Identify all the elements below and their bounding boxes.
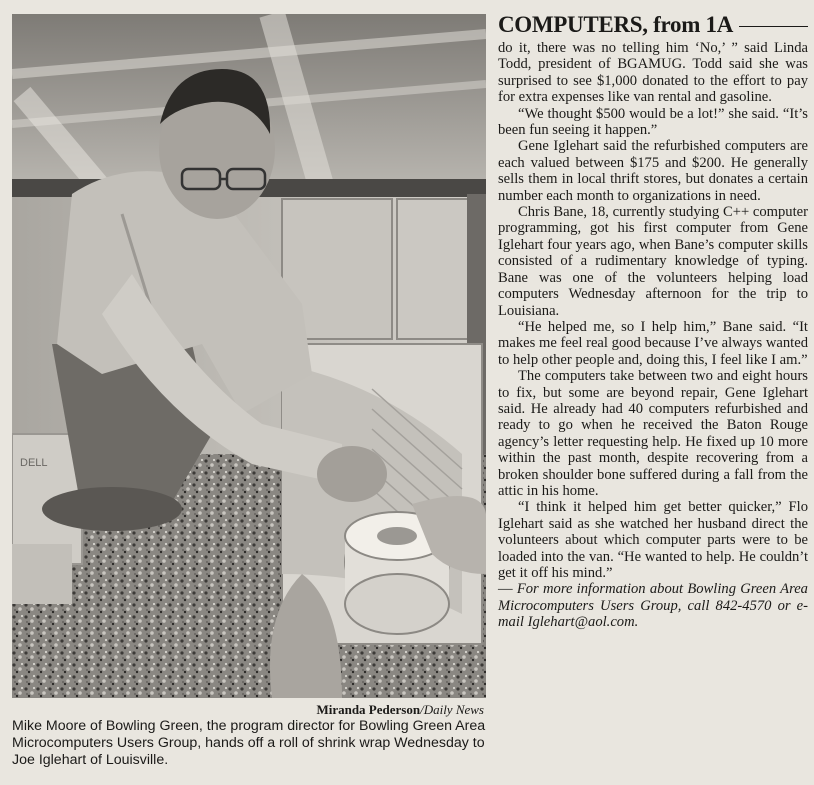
news-photo	[12, 14, 486, 698]
article-tagline	[498, 581, 808, 630]
tagline-dash: —	[498, 581, 513, 598]
article-paragraph: do it, there was no telling him ‘No,’ ” said Linda Todd, president of BGAMUG. Todd said she was surprised to see $1,000 donated to the effort to pay for extra expenses like van rental and gasoline.	[498, 40, 808, 106]
article-paragraph: “He helped me, so I help him,” Bane said. “It makes me feel real good because I’ve always wanted to help other people and, doing this, I feel like I am.”	[498, 318, 808, 368]
photo-illustration	[12, 14, 486, 698]
article-paragraph: Chris Bane, 18, currently studying C++ computer programming, got his first computer from Gene Iglehart four years ago, when Bane’s computer skills consisted of a rudimentary knowledge of typing. Bane was one of the volunteers helping load computers Wednesday afternoon for the trip to Louisiana.	[498, 204, 808, 319]
photographer-name: Miranda Pederson	[316, 702, 421, 717]
photo-outlet: /Daily News	[420, 702, 484, 717]
tagline-text: For more information about Bowling Green Area Microcomputers Users Group, call 842-4570 or e-mail Iglehart@aol.com.	[498, 581, 808, 631]
jump-title: COMPUTERS, from 1A	[498, 12, 734, 37]
article-paragraph: “I think it helped him get better quicker,” Flo Iglehart said as she watched her husband direct the volunteers about which computer parts were to be loaded into the van. “He wanted to help. He couldn’t get it off his mind.”	[498, 499, 808, 581]
box-label: DELL	[20, 457, 48, 469]
headline-rule	[739, 26, 808, 27]
photo-caption: Mike Moore of Bowling Green, the program director for Bowling Green Area Microcomputers Users Group, hands off a roll of shrink wrap Wednesday to Joe Iglehart of Louisville.	[12, 718, 486, 768]
jump-headline	[498, 12, 808, 38]
article-paragraph: “We thought $500 would be a lot!” she said. “It’s been fun seeing it happen.”	[498, 105, 808, 139]
article-column	[498, 12, 808, 631]
article-body	[498, 40, 808, 631]
article-paragraph: The computers take between two and eight hours to fix, but some are beyond repair, Gene Iglehart said. He already had 40 computers refurbished and ready to go when he received the Baton Rouge agency’s letter requesting help. He fixed up 10 more within the past month, despite recovering from a broken shoulder bone suffered during a fall from the attic in his home.	[498, 368, 808, 499]
article-paragraph: Gene Iglehart said the refurbished computers are each valued between $175 and $200. He generally sells them in local thrift stores, but donates a certain number each month to organizations in need.	[498, 138, 808, 204]
photo-credit	[12, 702, 484, 717]
